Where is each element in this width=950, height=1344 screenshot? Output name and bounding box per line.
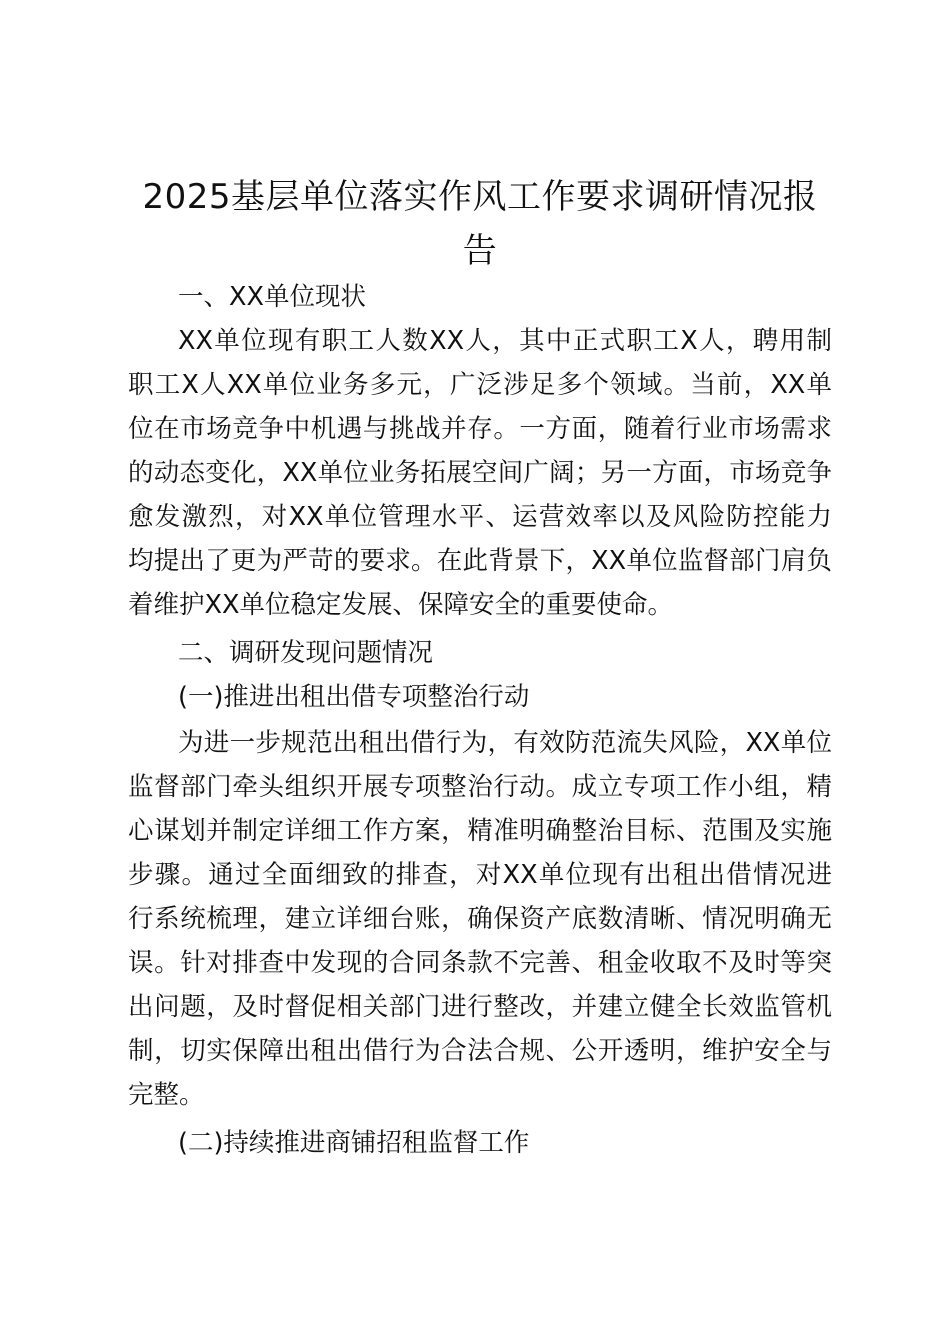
paragraph-line: 误。针对排查中发现的合同条款不完善、租金收取不及时等突 (128, 948, 832, 978)
paragraph-line: 职工X人XX单位业务多元，广泛涉足多个领域。当前，XX单 (128, 370, 832, 400)
paragraph-line: 监督部门牵头组织开展专项整治行动。成立专项工作小组，精 (128, 772, 832, 802)
paragraph-line: 步骤。通过全面细致的排查，对XX单位现有出租出借情况进 (128, 860, 832, 890)
document-title: 2025基层单位落实作风工作要求调研情况报 告 (142, 177, 818, 271)
paragraph-line: 的动态变化，XX单位业务拓展空间广阔；另一方面，市场竞争 (128, 458, 832, 488)
section-2-heading: 二、调研发现问题情况 (178, 638, 434, 668)
section-1-heading: 一、XX单位现状 (178, 282, 366, 312)
paragraph-line: 均提出了更为严苛的要求。在此背景下，XX单位监督部门肩负 (128, 546, 832, 576)
paragraph-line: 制，切实保障出租出借行为合法合规、公开透明，维护安全与 (128, 1036, 832, 1066)
paragraph-line: 愈发激烈，对XX单位管理水平、运营效率以及风险防控能力 (128, 502, 832, 532)
paragraph-line: 心谋划并制定详细工作方案，精准明确整治目标、范围及实施 (128, 816, 832, 846)
paragraph-line: 为进一步规范出租出借行为，有效防范流失风险，XX单位 (178, 728, 832, 758)
paragraph-line: 出问题，及时督促相关部门进行整改，并建立健全长效监管机 (128, 992, 832, 1022)
paragraph-line: 行系统梳理，建立详细台账，确保资产底数清晰、情况明确无 (128, 904, 832, 934)
subsection-2-heading: (二)持续推进商铺招租监督工作 (178, 1128, 530, 1158)
paragraph-line: 完整。 (128, 1080, 205, 1110)
subsection-1-heading: (一)推进出租出借专项整治行动 (178, 682, 530, 712)
paragraph-line: 位在市场竞争中机遇与挑战并存。一方面，随着行业市场需求 (128, 414, 832, 444)
paragraph-line: 着维护XX单位稳定发展、保障安全的重要使命。 (128, 590, 673, 620)
paragraph-line: XX单位现有职工人数XX人，其中正式职工X人，聘用制 (178, 326, 832, 356)
